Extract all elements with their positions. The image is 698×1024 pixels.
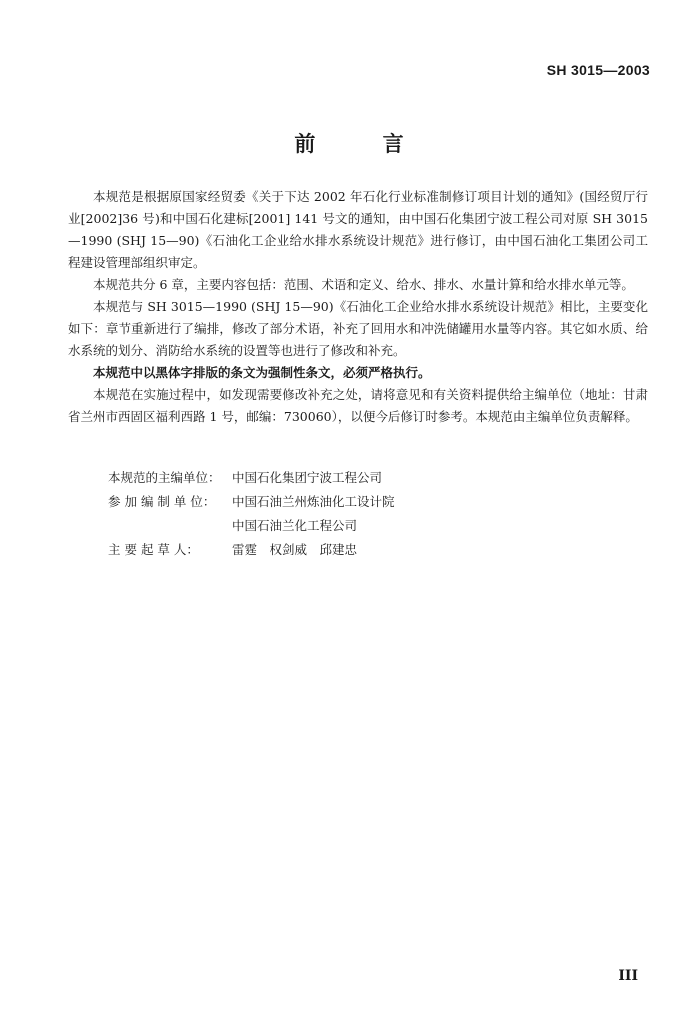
credit-value-line: 中国石化集团宁波工程公司 [232,470,383,485]
paragraph-contents: 本规范共分 6 章，主要内容包括：范围、术语和定义、给水、排水、水量计算和给水排水单元等。 [93,277,634,292]
credit-value [232,466,588,490]
credit-value-line: 雷霆 权剑威 邱建忠 [232,542,358,557]
credit-label: 本规范的主编单位： [108,470,221,485]
credit-label: 参 加 编 制 单 位： [108,494,216,509]
page-title: 前 言 [294,132,434,156]
credit-value [232,538,588,562]
credit-value-line: 中国石油兰化工程公司 [232,518,358,533]
credit-row-drafters [108,538,588,562]
credit-value [232,490,588,538]
page-number: III [618,968,638,984]
credit-value-line: 中国石油兰州炼油化工设计院 [232,494,395,509]
credits-block [108,466,588,562]
paragraph-mandatory: 本规范中以黑体字排版的条文为强制性条文，必须严格执行。 [93,365,431,380]
paragraph-feedback: 本规范在实施过程中，如发现需要修改补充之处，请将意见和有关资料提供给主编单位（地址：甘肃省兰州市西固区福利西路 1 号，邮编：730060），以便今后修订时参考。本规范由主编单位负责解释。 [68,387,648,424]
credit-label: 主 要 起 草 人： [108,542,199,557]
paragraph-changes: 本规范与 SH 3015—1990 (SHJ 15—90)《石油化工企业给水排水系统设计规范》相比，主要变化如下：章节重新进行了编排，修改了部分术语，补充了回用水和冲洗储罐用水量等内容。其它如水质、给水系统的划分、消防给水系统的设置等也进行了修改和补充。 [68,299,648,358]
standard-code: SH 3015—2003 [546,62,650,78]
paragraph-origin: 本规范是根据原国家经贸委《关于下达 2002 年石化行业标准制修订项目计划的通知》(国经贸厅行业[2002]36 号)和中国石化建标[2001] 141 号文的通知，由中国石化集团宁波工程公司对原 SH 3015—1990 (SHJ 15—90)《石油化工企业给水排水系统设计规范》进行修订，由中国石油化工集团公司工程建设管理部组织审定。 [68,189,648,270]
credit-row-chief-editor [108,466,588,490]
preface-body [68,186,648,428]
credit-row-participants [108,490,588,538]
